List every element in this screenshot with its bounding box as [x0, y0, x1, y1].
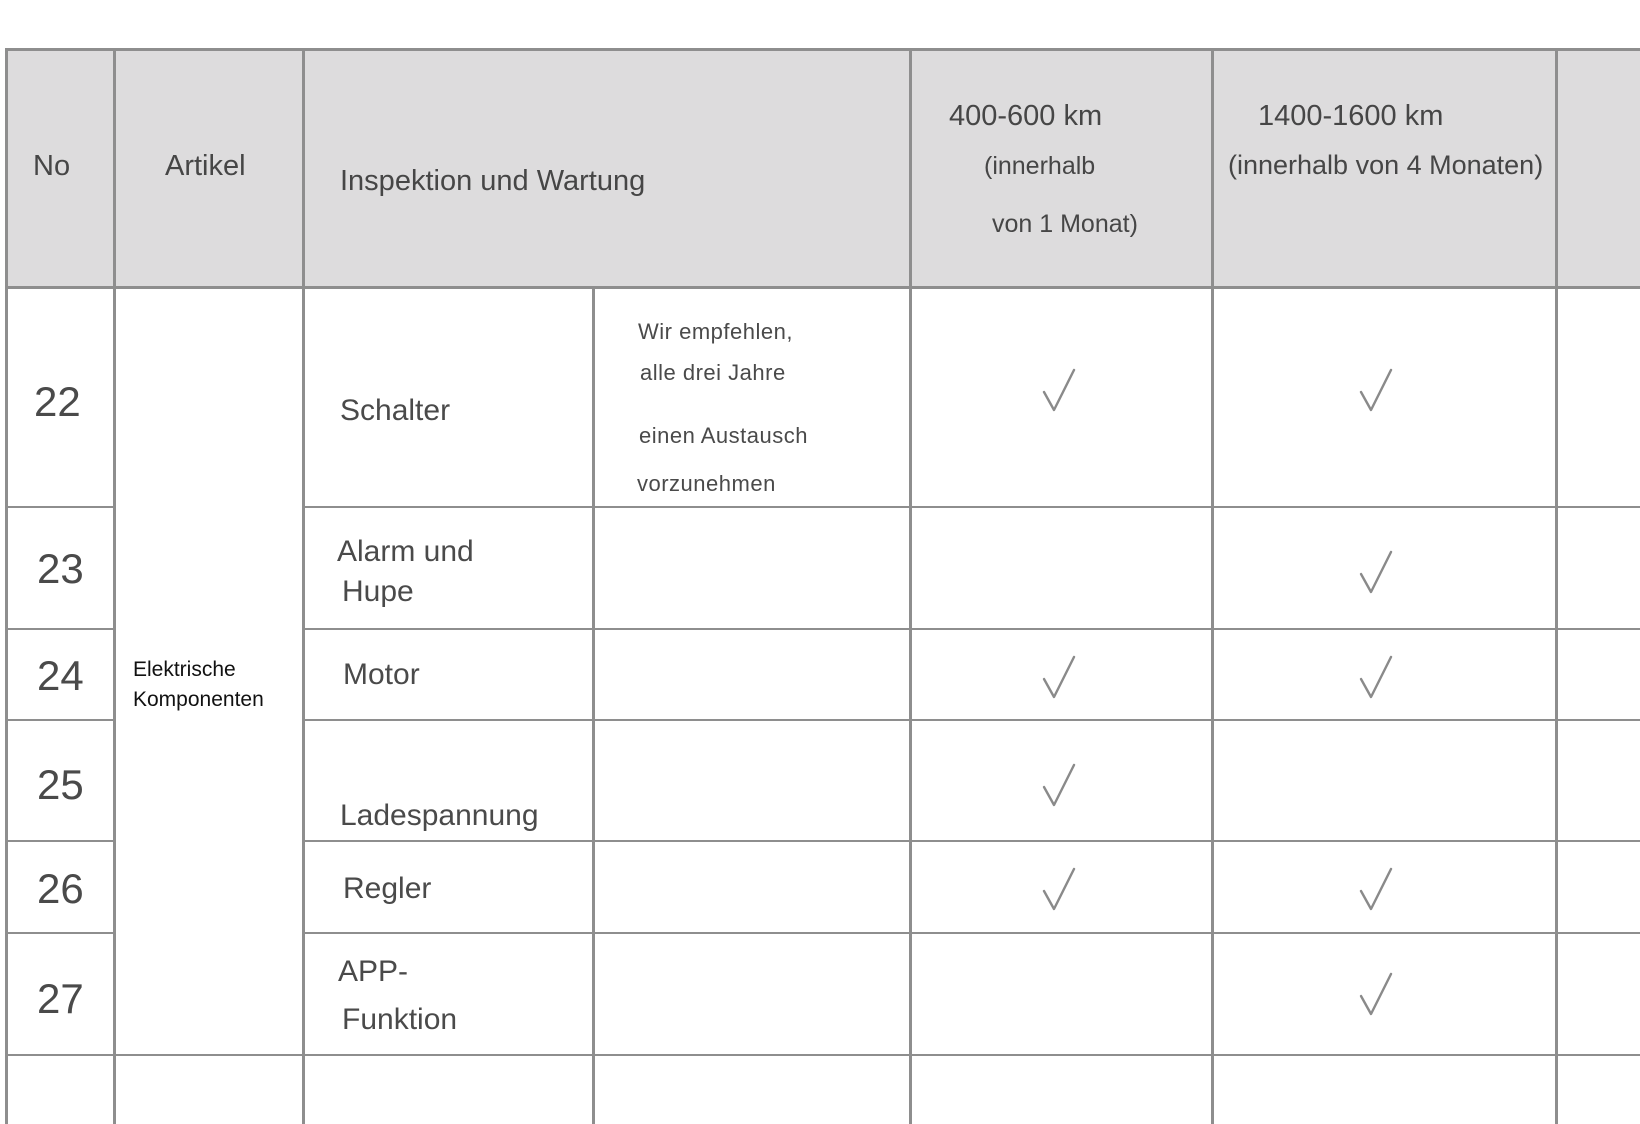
grid-line [1211, 48, 1214, 1124]
grid-line [1555, 48, 1558, 1124]
grid-line [592, 286, 595, 1124]
item-name: Ladespannung [340, 799, 539, 832]
header-col1-line1: 400-600 km [949, 100, 1103, 132]
row-number: 22 [34, 378, 81, 425]
row-number: 25 [37, 761, 84, 808]
item-name: Hupe [342, 575, 414, 608]
checkmark-icon [1357, 970, 1397, 1020]
checkmark-icon [1357, 548, 1397, 598]
grid-line [5, 286, 1640, 289]
grid-line [303, 932, 1640, 934]
grid-line [5, 48, 8, 1124]
note-line: vorzunehmen [637, 471, 776, 496]
item-name: Motor [343, 658, 420, 691]
grid-line [5, 628, 115, 630]
grid-line [113, 48, 116, 1124]
row-number: 23 [37, 545, 84, 592]
item-name: APP- [338, 955, 409, 988]
checkmark-icon [1357, 865, 1397, 915]
grid-line [909, 48, 912, 1124]
row-number: 24 [37, 652, 84, 699]
checkmark-icon [1040, 761, 1080, 811]
header-no: No [33, 150, 71, 182]
checkmark-icon [1357, 653, 1397, 703]
grid-line [303, 840, 1640, 842]
header-col2-line2: (innerhalb von 4 Monaten) [1228, 150, 1544, 180]
checkmark-icon [1357, 366, 1397, 416]
grid-line [302, 48, 305, 1124]
maintenance-table [5, 48, 1640, 1124]
grid-line [5, 932, 115, 934]
header-col1-line2: (innerhalb [984, 152, 1096, 180]
grid-line [5, 506, 115, 508]
group-label-line1: Elektrische [133, 658, 236, 681]
item-name: Regler [343, 872, 432, 905]
item-name: Funktion [342, 1003, 458, 1036]
header-inspektion: Inspektion und Wartung [340, 165, 646, 197]
grid-line [5, 719, 115, 721]
row-number: 26 [37, 865, 84, 912]
item-name: Schalter [340, 394, 451, 427]
header-artikel: Artikel [165, 150, 246, 182]
checkmark-icon [1040, 865, 1080, 915]
grid-line [303, 506, 1640, 508]
header-col2-line1: 1400-1600 km [1258, 100, 1444, 132]
grid-line [303, 719, 1640, 721]
note-line: einen Austausch [639, 423, 808, 448]
note-line: Wir empfehlen, [638, 319, 793, 344]
note-line: alle drei Jahre [640, 360, 786, 385]
grid-line [303, 628, 1640, 630]
grid-line [5, 48, 1640, 51]
grid-line [5, 840, 115, 842]
row-number: 27 [37, 975, 84, 1022]
header-col1-line3: von 1 Monat) [992, 210, 1138, 238]
checkmark-icon [1040, 653, 1080, 703]
item-name: Alarm und [337, 535, 474, 568]
group-label-line2: Komponenten [133, 688, 264, 711]
checkmark-icon [1040, 366, 1080, 416]
grid-line [5, 1054, 1640, 1056]
